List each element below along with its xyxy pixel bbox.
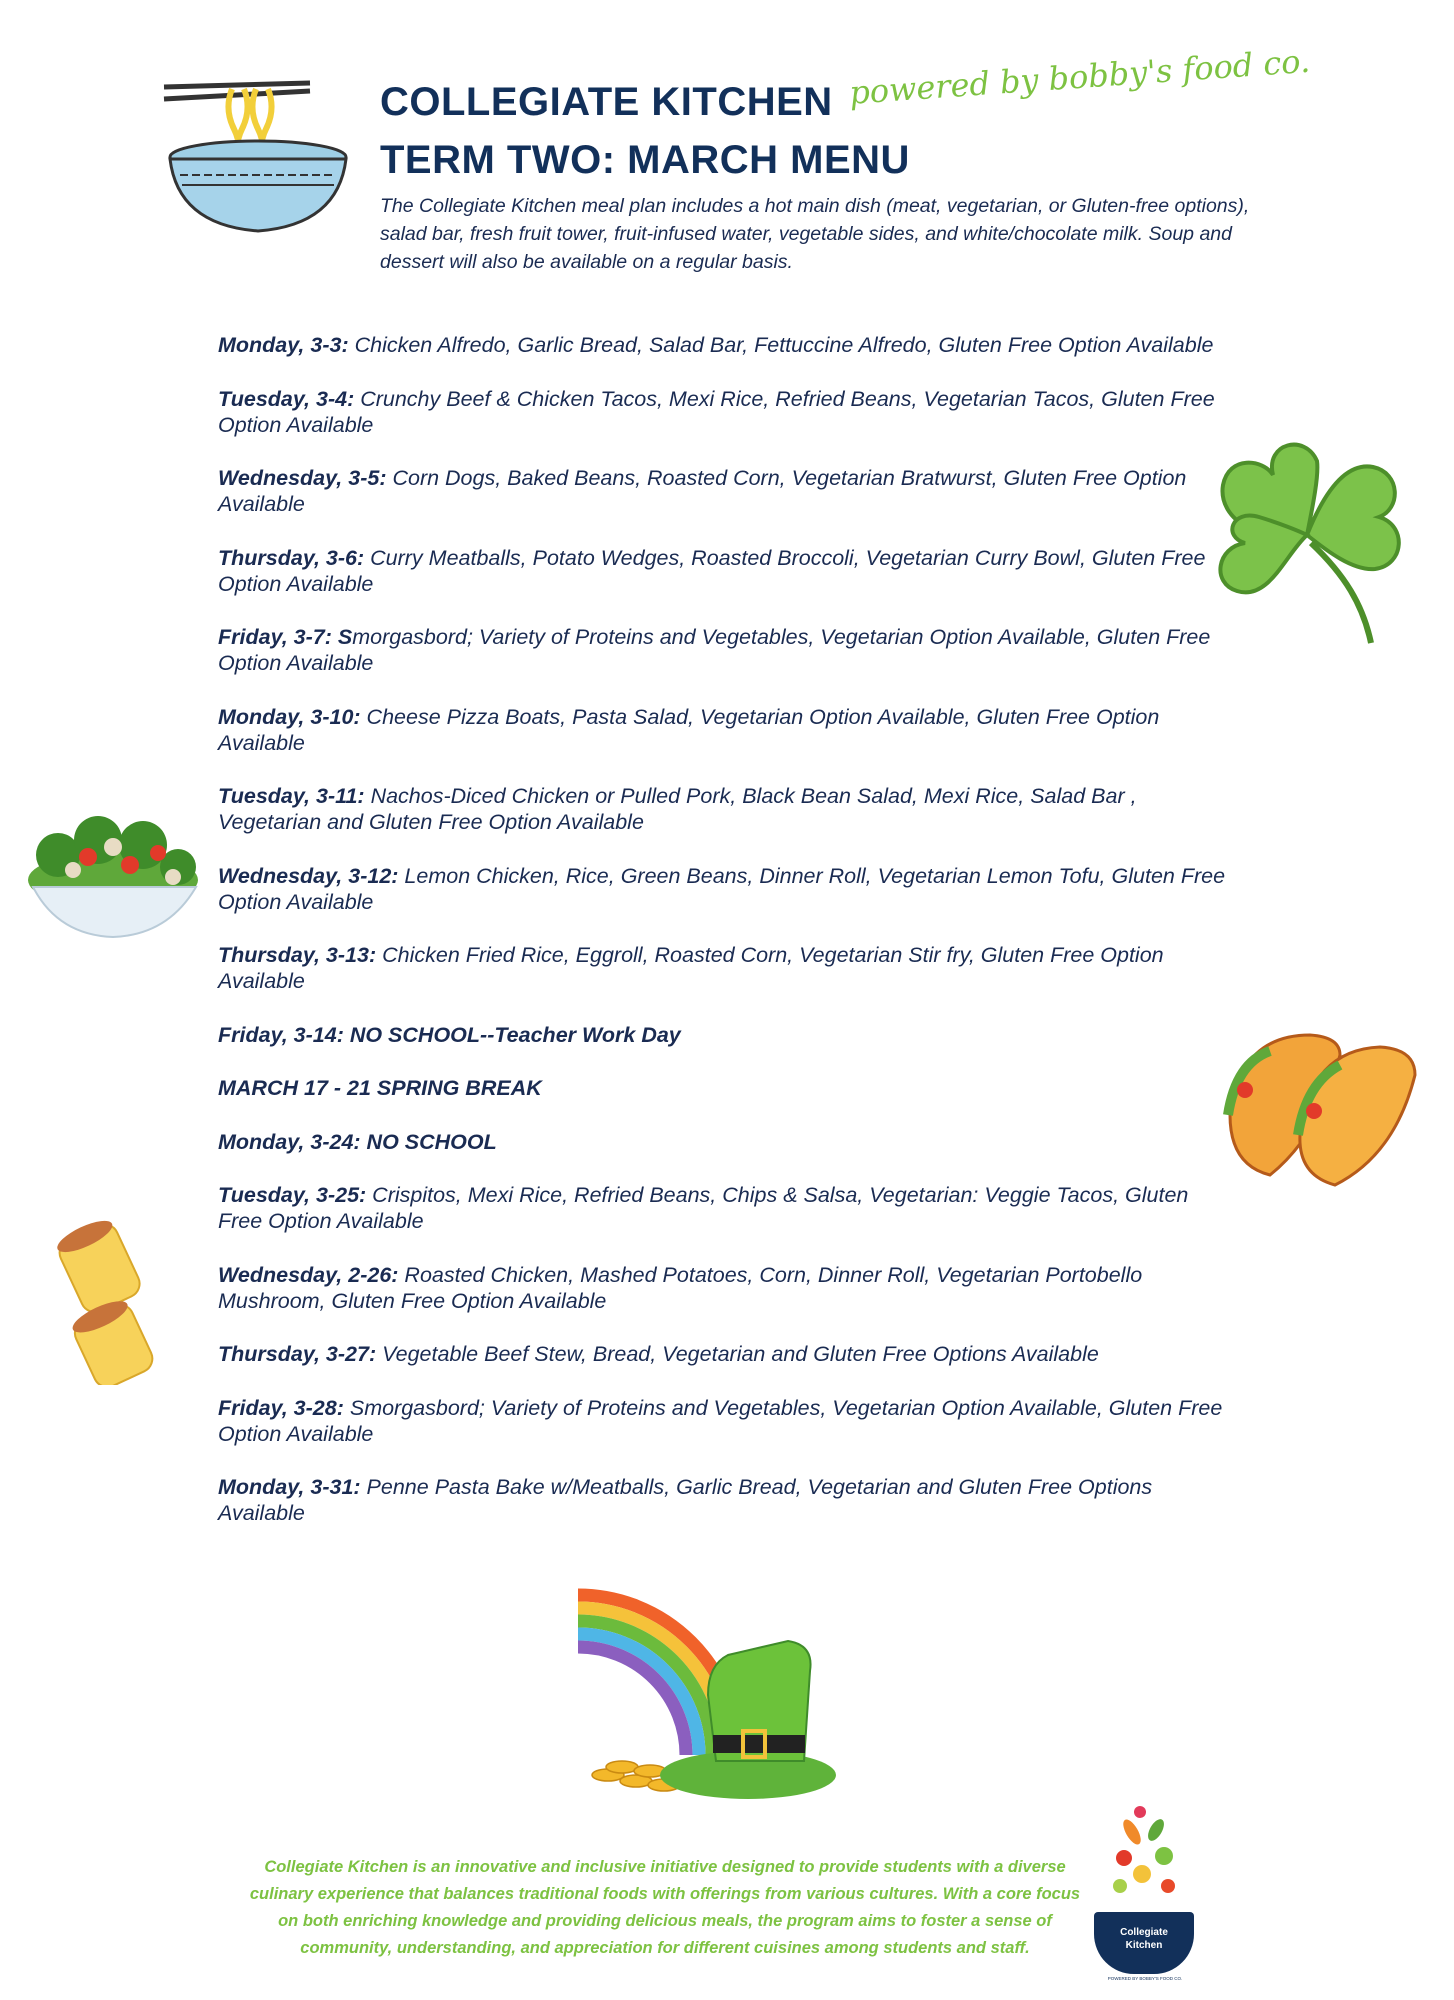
menu-dishes: Cheese Pizza Boats, Pasta Salad, Vegetarian Option Available, Gluten Free Option Available xyxy=(218,704,1160,755)
menu-item xyxy=(218,704,1238,756)
logo-line1: Collegiate xyxy=(1120,1927,1168,1938)
menu-item xyxy=(218,863,1238,915)
menu-dishes: Crispitos, Mexi Rice, Refried Beans, Chips & Salsa, Vegetarian: Veggie Tacos, Gluten Free Option Available xyxy=(218,1183,1189,1233)
menu-day: Wednesday, 3-12: xyxy=(218,863,399,888)
menu-item xyxy=(218,465,1238,517)
page-subtitle: TERM TWO: MARCH MENU xyxy=(380,138,910,182)
menu-item xyxy=(218,1129,1238,1155)
menu-dishes: Lemon Chicken, Rice, Green Beans, Dinner Roll, Vegetarian Lemon Tofu, Gluten Free Option Available xyxy=(218,863,1226,914)
menu-item xyxy=(218,332,1238,358)
menu-day: Monday, 3-3: xyxy=(218,333,349,357)
menu-item xyxy=(218,545,1238,597)
logo-line2: Kitchen xyxy=(1125,1940,1163,1951)
menu-dishes: Vegetable Beef Stew, Bread, Vegetarian and Gluten Free Options Available xyxy=(376,1342,1099,1366)
menu-day: MARCH 17 - 21 SPRING BREAK xyxy=(218,1076,542,1100)
menu-day: Tuesday, 3-11: xyxy=(218,784,365,808)
salad-bowl-icon xyxy=(18,795,208,940)
menu-dishes: Corn Dogs, Baked Beans, Roasted Corn, Vegetarian Bratwurst, Gluten Free Option Available xyxy=(218,466,1187,516)
menu-day: Monday, 3-24: NO SCHOOL xyxy=(218,1129,497,1154)
page-title: COLLEGIATE KITCHEN xyxy=(380,80,833,124)
menu-item xyxy=(218,1075,1238,1101)
tacos-icon xyxy=(1210,1015,1435,1190)
menu-day: Tuesday, 3-4: xyxy=(218,386,355,411)
menu-dishes: Nachos-Diced Chicken or Pulled Pork, Black Bean Salad, Mexi Rice, Salad Bar , Vegetarian and Gluten Free Option Available xyxy=(218,784,1137,834)
menu-day: Tuesday, 3-25: xyxy=(218,1183,367,1207)
rainbow-hat-icon xyxy=(578,1575,838,1805)
menu-dishes: Curry Meatballs, Potato Wedges, Roasted Broccoli, Vegetarian Curry Bowl, Gluten Free Option Available xyxy=(218,545,1206,596)
noodle-bowl-icon xyxy=(160,75,350,240)
menu-dishes: Crunchy Beef & Chicken Tacos, Mexi Rice, Refried Beans, Vegetarian Tacos, Gluten Free Option Available xyxy=(218,386,1215,437)
tagline: powered by bobby's food co. xyxy=(848,41,1312,112)
menu-dishes: Penne Pasta Bake w/Meatballs, Garlic Bread, Vegetarian and Gluten Free Options Available xyxy=(218,1475,1153,1525)
menu-dishes: Roasted Chicken, Mashed Potatoes, Corn, Dinner Roll, Vegetarian Portobello Mushroom, Gluten Free Option Available xyxy=(218,1262,1143,1313)
menu-day: Friday, 3-14: NO SCHOOL--Teacher Work Day xyxy=(218,1022,681,1047)
logo-ring-text: POWERED BY BOBBY'S FOOD CO. xyxy=(1107,1976,1183,1981)
menu-day: Thursday, 3-6: xyxy=(218,545,365,570)
menu-dishes: Smorgasbord; Variety of Proteins and Vegetables, Vegetarian Option Available, Gluten Free Option Available xyxy=(218,1395,1223,1446)
menu-item xyxy=(218,1182,1238,1234)
menu-day: Monday, 3-10: xyxy=(218,704,361,729)
menu-day: Thursday, 3-27: xyxy=(218,1342,377,1366)
menu-dishes: Chicken Alfredo, Garlic Bread, Salad Bar, Fettuccine Alfredo, Gluten Free Option Available xyxy=(348,333,1214,357)
burrito-icon xyxy=(52,1220,167,1385)
footer-text: Collegiate Kitchen is an innovative and inclusive initiative designed to provide students with a diverse culinary experience that balances traditional foods with offerings from various cultures. With a core focus on both enriching knowledge and providing delicious meals, the program aims to foster a sense of community, understanding, and appreciation for different cuisines among students and staff. xyxy=(249,1858,1081,1957)
menu-item xyxy=(218,386,1238,438)
menu-day: Wednesday, 2-26: xyxy=(218,1262,399,1287)
menu-item xyxy=(218,1474,1238,1526)
logo-pot xyxy=(1094,1912,1194,1974)
menu-day: Friday, 3-7: S xyxy=(218,625,353,649)
menu-item xyxy=(218,1262,1238,1314)
menu-item xyxy=(218,1395,1238,1447)
menu-day: Wednesday, 3-5: xyxy=(218,466,387,490)
collegiate-kitchen-logo xyxy=(1090,1800,1200,1990)
menu-list xyxy=(218,332,1238,1554)
veggies-icon xyxy=(1090,1800,1200,1910)
menu-item xyxy=(218,1022,1238,1048)
menu-item xyxy=(218,624,1238,676)
intro-paragraph: The Collegiate Kitchen meal plan includes a hot main dish (meat, vegetarian, or Gluten-free options), salad bar, fresh fruit tower, fruit-infused water, vegetable sides, and white/chocolate milk. Soup and dessert will also be available on a regular basis. xyxy=(380,195,1250,273)
menu-item xyxy=(218,1341,1238,1367)
menu-day: Thursday, 3-13: xyxy=(218,943,377,967)
menu-day: Monday, 3-31: xyxy=(218,1475,361,1499)
menu-dishes: Chicken Fried Rice, Eggroll, Roasted Corn, Vegetarian Stir fry, Gluten Free Option Available xyxy=(218,943,1164,993)
menu-item xyxy=(218,942,1238,994)
menu-dishes: morgasbord; Variety of Proteins and Vegetables, Vegetarian Option Available, Gluten Free Option Available xyxy=(218,625,1211,675)
menu-day: Friday, 3-28: xyxy=(218,1395,344,1420)
menu-item xyxy=(218,783,1238,835)
